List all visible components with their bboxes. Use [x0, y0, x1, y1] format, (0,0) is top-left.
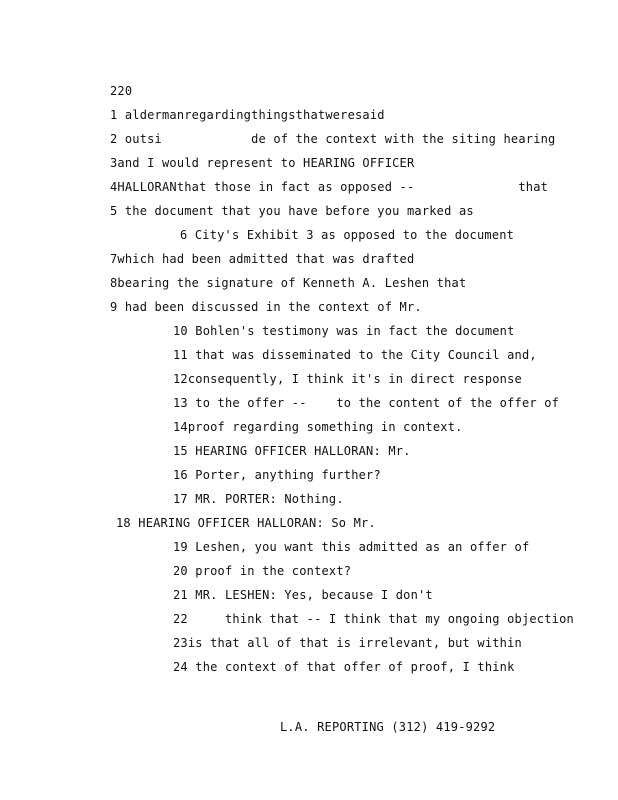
transcript-line-19: 19 Leshen, you want this admitted as an offer of	[173, 540, 530, 554]
transcript-line-9: 9 had been discussed in the context of Mr.	[110, 300, 422, 314]
transcript-line-11: 11 that was disseminated to the City Council and,	[173, 348, 537, 362]
transcript-line-16: 16 Porter, anything further?	[173, 468, 381, 482]
transcript-line-22: 22 think that -- I think that my ongoing objection	[173, 612, 574, 626]
transcript-line-15: 15 HEARING OFFICER HALLORAN: Mr.	[173, 444, 411, 458]
transcript-line-18: 18 HEARING OFFICER HALLORAN: So Mr.	[116, 516, 376, 530]
transcript-line-12: 12consequently, I think it's in direct response	[173, 372, 522, 386]
transcript-line-1: 1 aldermanregardingthingsthatweresaid	[110, 108, 385, 122]
transcript-line-23: 23is that all of that is irrelevant, but within	[173, 636, 522, 650]
transcript-line-17: 17 MR. PORTER: Nothing.	[173, 492, 344, 506]
transcript-line-20: 20 proof in the context?	[173, 564, 352, 578]
transcript-line-6: 6 City's Exhibit 3 as opposed to the document	[180, 228, 515, 242]
transcript-line-24: 24 the context of that offer of proof, I think	[173, 660, 515, 674]
transcript-line-14: 14proof regarding something in context.	[173, 420, 463, 434]
transcript-line-21: 21 MR. LESHEN: Yes, because I don't	[173, 588, 433, 602]
reporter-footer: L.A. REPORTING (312) 419-9292	[280, 720, 496, 734]
page-number: 220	[110, 84, 133, 98]
transcript-line-4: 4HALLORANthat those in fact as opposed -- that	[110, 180, 549, 194]
transcript-line-5: 5 the document that you have before you marked as	[110, 204, 474, 218]
transcript-line-2: 2 outsi de of the context with the siting hearing	[110, 132, 556, 146]
transcript-line-10: 10 Bohlen's testimony was in fact the document	[173, 324, 515, 338]
transcript-line-3: 3and I would represent to HEARING OFFICER	[110, 156, 415, 170]
transcript-line-13: 13 to the offer -- to the content of the offer of	[173, 396, 560, 410]
transcript-line-7: 7which had been admitted that was drafted	[110, 252, 415, 266]
transcript-line-8: 8bearing the signature of Kenneth A. Leshen that	[110, 276, 467, 290]
